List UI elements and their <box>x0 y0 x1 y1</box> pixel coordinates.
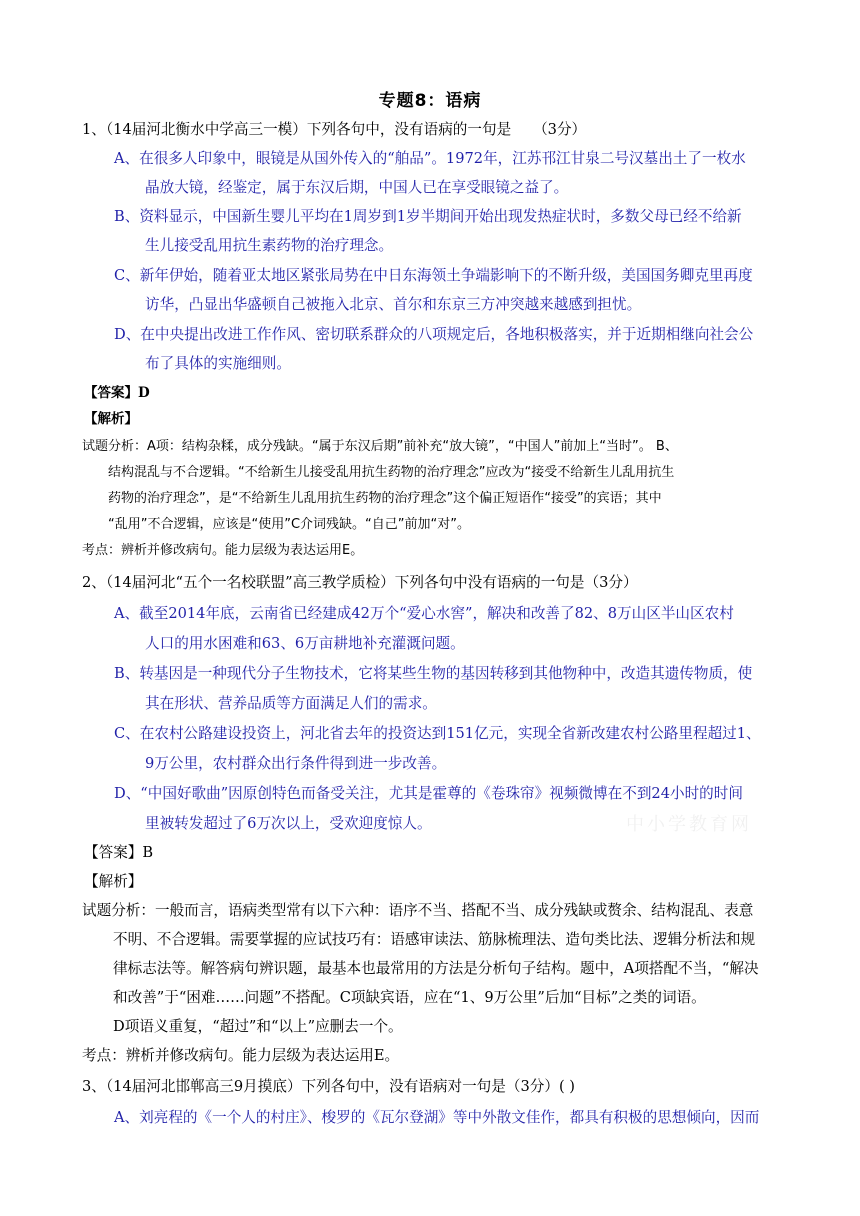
q2-answer: 【答案】B <box>84 844 154 861</box>
q1-analysis-line-1: 试题分析：A项：结构杂糅，成分残缺。“属于东汉后期”前补充“放大镜”，“中国人”前加上“当时”。 B、 <box>82 439 678 454</box>
q1-analysis-line-4: “乱用”不合逻辑，应该是“使用”C介词残缺。“自己”前加“对”。 <box>108 517 470 532</box>
q2-test-point: 考点：辨析并修改病句。能力层级为表达运用E。 <box>82 1047 400 1064</box>
q1-option-b-line-2: 生儿接受乱用抗生素药物的治疗理念。 <box>145 237 394 254</box>
q1-option-c-line-2: 访华，凸显出华盛顿自己被拖入北京、首尔和东京三方冲突越来越感到担忧。 <box>145 296 642 313</box>
question-2-stem: 2、（14届河北“五个一名校联盟”高三教学质检）下列各句中没有语病的一句是（3分） <box>82 574 638 591</box>
q2-option-c-line-2: 9万公里，农村群众出行条件得到进一步改善。 <box>145 755 447 772</box>
q2-analysis-line-5: D项语义重复，“超过”和“以上”应删去一个。 <box>113 1018 403 1035</box>
q1-option-a-line-1: A、在很多人印象中，眼镜是从国外传入的“舶品”。1972年，江苏邗江甘泉二号汉墓出土了一枚水 <box>114 150 746 167</box>
q1-analysis-label: 【解析】 <box>84 411 138 427</box>
q1-test-point: 考点：辨析并修改病句。能力层级为表达运用E。 <box>82 543 364 558</box>
q2-option-d-line-2: 里被转发超过了6万次以上，受欢迎度惊人。 <box>145 815 432 832</box>
q2-analysis-line-2: 不明、不合逻辑。需要掌握的应试技巧有：语感审读法、筋脉梳理法、造句类比法、逻辑分析法和规 <box>113 931 756 948</box>
q2-analysis-line-3: 律标志法等。解答病句辨识题，最基本也最常用的方法是分析句子结构。题中，A项搭配不当，“解决 <box>113 960 759 977</box>
q2-option-c-line-1: C、在农村公路建设投资上，河北省去年的投资达到151亿元，实现全省新改建农村公路里程超过1、 <box>114 725 761 742</box>
question-1-stem: 1、（14届河北衡水中学高三一模）下列各句中，没有语病的一句是 （3分） <box>82 121 587 138</box>
q1-analysis-line-2: 结构混乱与不合逻辑。“不给新生儿接受乱用抗生药物的治疗理念”应改为“接受不给新生儿乱用抗生 <box>108 465 675 480</box>
q2-option-b-line-1: B、转基因是一种现代分子生物技术，它将某些生物的基因转移到其他物种中，改造其遗传物质，使 <box>114 665 753 682</box>
q3-option-a-line-1: A、刘亮程的《一个人的村庄》、梭罗的《瓦尔登湖》等中外散文佳作，都具有积极的思想倾向，因而 <box>114 1109 760 1126</box>
q2-analysis-line-4: 和改善”于“困难……问题”不搭配。C项缺宾语，应在“1、9万公里”后加“目标”之类的词语。 <box>113 989 706 1006</box>
q2-analysis-label: 【解析】 <box>84 873 143 890</box>
q2-option-d-line-1: D、“中国好歌曲”因原创特色而备受关注，尤其是霍尊的《卷珠帘》视频微博在不到24小时的时间 <box>114 785 743 802</box>
q1-analysis-line-3: 药物的治疗理念”，是“不给新生儿乱用抗生药物的治疗理念”这个偏正短语作“接受”的宾语；其中 <box>108 491 662 506</box>
q1-option-d-line-2: 布了具体的实施细则。 <box>145 355 291 372</box>
question-3-stem: 3、（14届河北邯郸高三9月摸底）下列各句中，没有语病对一句是（3分）( ) <box>82 1078 575 1095</box>
q1-answer: 【答案】D <box>84 385 150 401</box>
watermark: 中小学教育网 <box>626 814 752 835</box>
q2-analysis-line-1: 试题分析：一般而言，语病类型常有以下六种：语序不当、搭配不当、成分残缺或赘余、结构混乱、表意 <box>82 902 754 919</box>
q2-option-a-line-2: 人口的用水困难和63、6万亩耕地补充灌溉问题。 <box>145 635 465 652</box>
q1-option-b-line-1: B、资料显示，中国新生婴儿平均在1周岁到1岁半期间开始出现发热症状时，多数父母已经不给新 <box>114 208 742 225</box>
q2-option-a-line-1: A、截至2014年底，云南省已经建成42万个“爱心水窖”，解决和改善了82、8万山区半山区农村 <box>114 605 734 622</box>
q2-option-b-line-2: 其在形状、营养品质等方面满足人们的需求。 <box>145 695 437 712</box>
page-title: 专题8：语病 <box>378 91 482 111</box>
q1-option-d-line-1: D、在中央提出改进工作作风、密切联系群众的八项规定后，各地积极落实，并于近期相继向社会公 <box>114 326 754 343</box>
q1-option-c-line-1: C、新年伊始，随着亚太地区紧张局势在中日东海领土争端影响下的不断升级，美国国务卿克里再度 <box>114 267 753 284</box>
q1-option-a-line-2: 晶放大镜，经鉴定，属于东汉后期，中国人已在享受眼镜之益了。 <box>145 179 569 196</box>
